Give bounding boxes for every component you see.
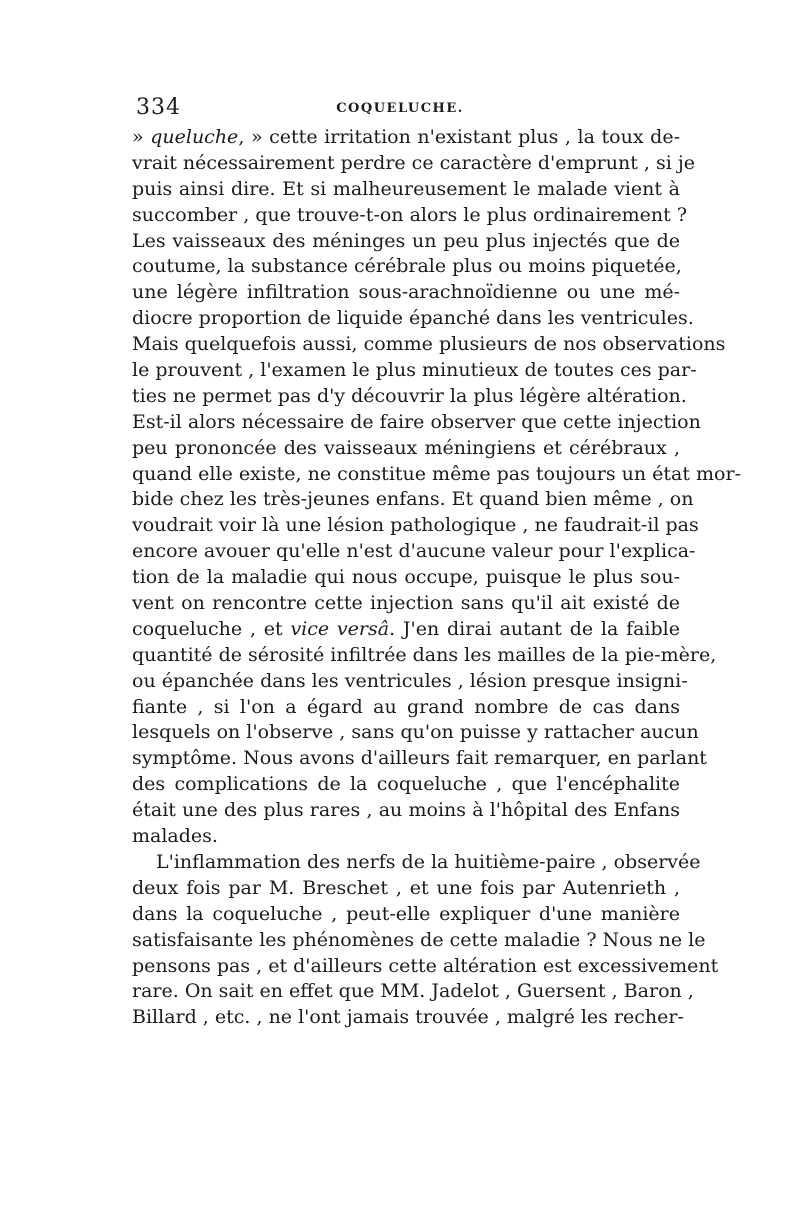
- text-line: quand elle existe, ne constitue même pas toujours un état mor-: [132, 462, 741, 485]
- text-line: diocre proportion de liquide épanché dans les ventricules.: [132, 307, 694, 330]
- text-line: voudrait voir là une lésion pathologique , ne faudrait-il pas: [132, 514, 699, 537]
- text-line: quantité de sérosité infiltrée dans les mailles de la pie-mère,: [132, 643, 717, 666]
- text-line: tion de la maladie qui nous occupe, puisque le plus sou-: [132, 566, 680, 589]
- page-header: [120, 95, 680, 125]
- text-line: peu prononcée des vaisseaux méningiens et cérébraux ,: [132, 436, 680, 459]
- text-line: des complications de la coqueluche , que l'encéphalite: [132, 773, 680, 796]
- text-line: vrait nécessairement perdre ce caractère d'emprunt , si je: [132, 151, 695, 174]
- text-line: deux fois par M. Breschet , et une fois par Autenrieth ,: [132, 876, 680, 899]
- text-line: lesquels on l'observe , sans qu'on puisse y rattacher aucun: [132, 721, 699, 744]
- text-line: coutume, la substance cérébrale plus ou moins piquetée,: [132, 255, 682, 278]
- text-line: ties ne permet pas d'y découvrir la plus légère altération.: [132, 384, 687, 407]
- running-title: COQUELUCHE.: [336, 101, 464, 116]
- text-line: » queluche, » cette irritation n'existant plus , la toux de-: [132, 126, 680, 148]
- text-line: ou épanchée dans les ventricules , lésion presque insigni-: [132, 669, 688, 692]
- text-line: une légère infiltration sous-arachnoïdienne ou une mé-: [132, 281, 680, 304]
- text-line: puis ainsi dire. Et si malheureusement le malade vient à: [132, 177, 680, 200]
- text-line: bide chez les très-jeunes enfans. Et quand bien même , on: [132, 488, 694, 511]
- text-line: symptôme. Nous avons d'ailleurs fait remarquer, en parlant: [132, 747, 707, 770]
- text-line: satisfaisante les phénomènes de cette maladie ? Nous ne le: [132, 928, 706, 951]
- page-number: 334: [136, 95, 181, 120]
- text-line: malades.: [132, 825, 218, 848]
- paragraph: [132, 125, 741, 850]
- text-line: pensons pas , et d'ailleurs cette altération est excessivement: [132, 954, 719, 977]
- text-line: dans la coqueluche , peut-elle expliquer d'une manière: [132, 902, 680, 925]
- text-line: succomber , que trouve-t-on alors le plus ordinairement ?: [132, 203, 688, 226]
- italic-text: vice versâ: [290, 617, 390, 640]
- text-line: Les vaisseaux des méninges un peu plus injectés que de: [132, 229, 680, 252]
- text-line: rare. On sait en effet que MM. Jadelot , Guersent , Baron ,: [132, 980, 694, 1003]
- text-line: était une des plus rares , au moins à l'hôpital des Enfans: [132, 799, 680, 822]
- text-line: Est-il alors nécessaire de faire observer que cette injection: [132, 410, 701, 433]
- body-text: [132, 125, 741, 1031]
- text-line: encore avouer qu'elle n'est d'aucune valeur pour l'explica-: [132, 540, 696, 563]
- text-line: fiante , si l'on a égard au grand nombre de cas dans: [132, 695, 680, 718]
- text-line: coqueluche , et vice versâ. J'en dirai autant de la faible: [132, 617, 680, 640]
- text-line: L'inflammation des nerfs de la huitième-paire , observée: [156, 850, 701, 873]
- text-line: le prouvent , l'examen le plus minutieux de toutes ces par-: [132, 359, 697, 382]
- text-line: Mais quelquefois aussi, comme plusieurs de nos observations: [132, 333, 726, 356]
- text-line: Billard , etc. , ne l'ont jamais trouvée , malgré les recher-: [132, 1006, 684, 1029]
- paragraph: [132, 850, 719, 1031]
- book-page: [120, 95, 741, 1031]
- italic-text: queluche: [150, 126, 239, 148]
- text-line: vent on rencontre cette injection sans qu'il ait existé de: [132, 592, 680, 615]
